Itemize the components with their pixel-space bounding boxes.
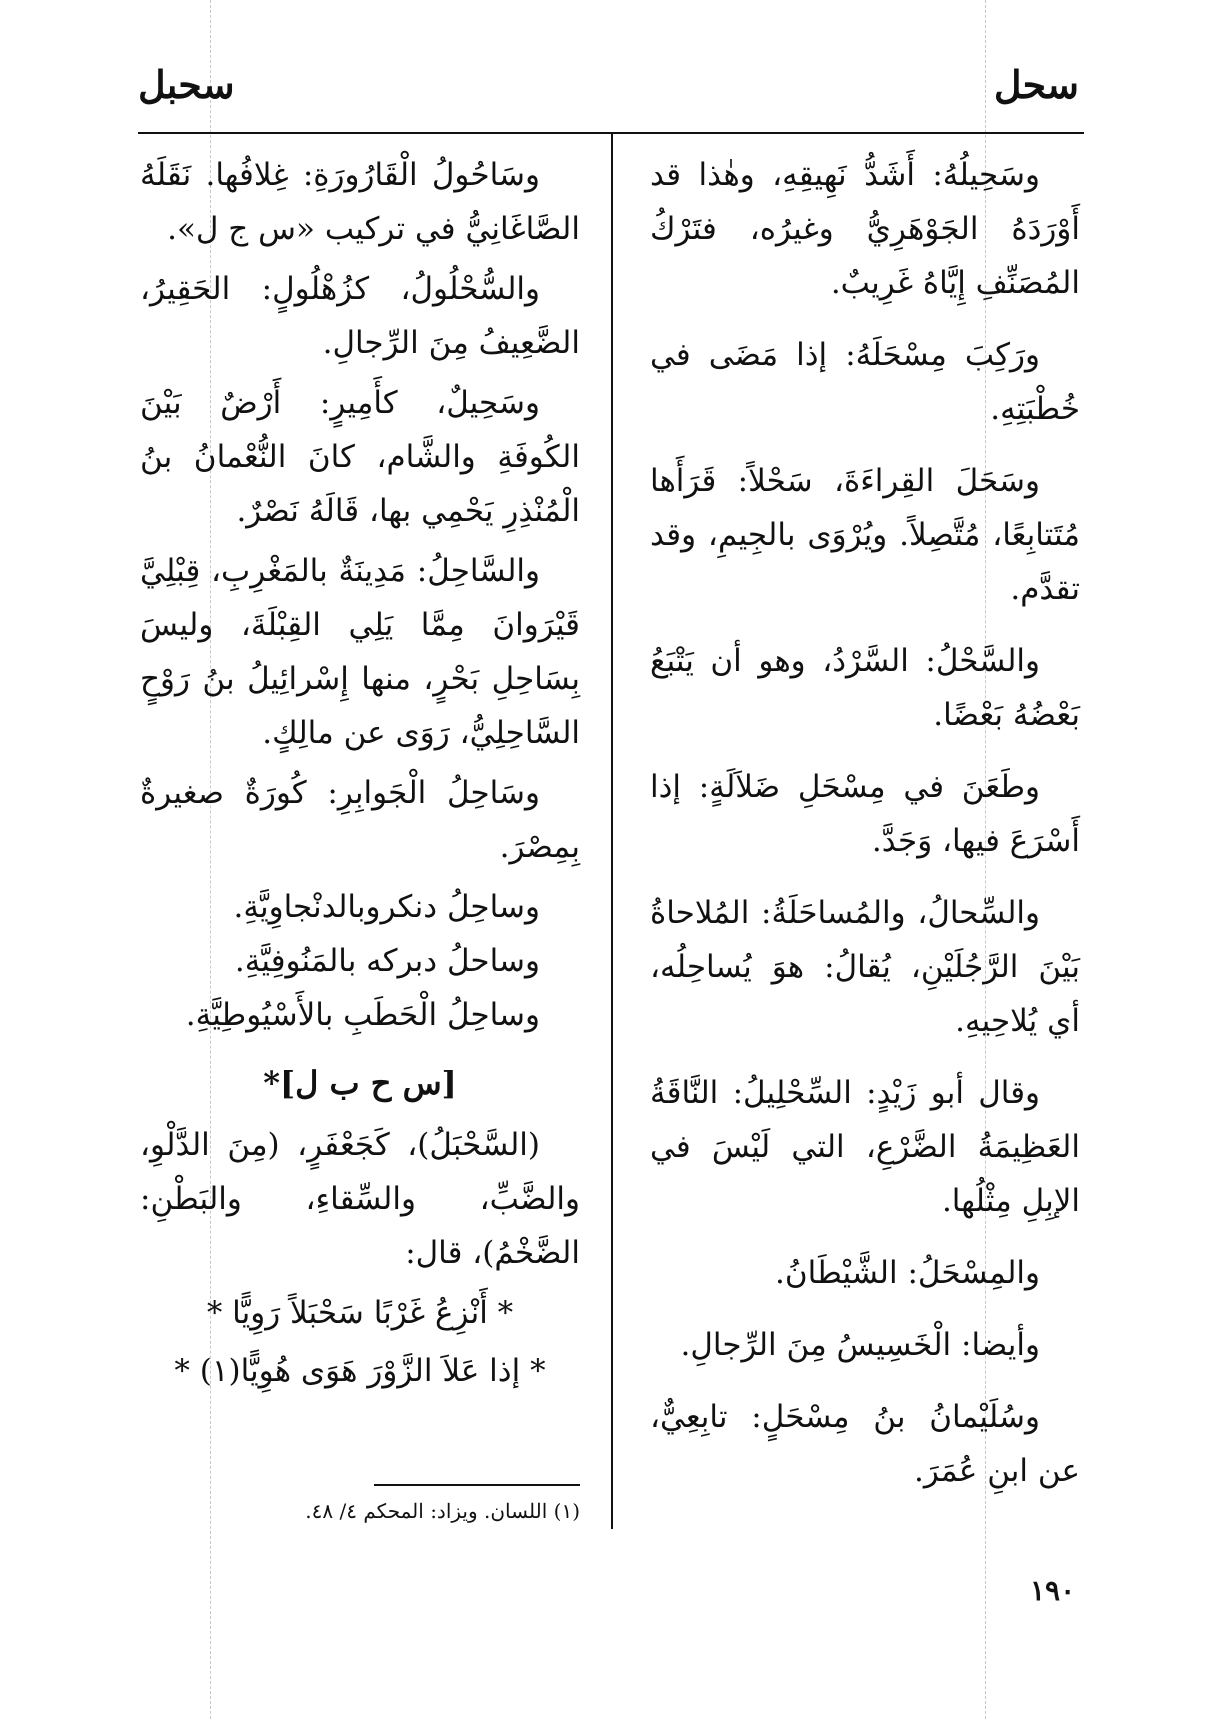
entry-paragraph: وسَاحِلُ الْجَوابِرِ: كُورَةٌ صغيرةٌ بِمِصْرَ. [140, 775, 580, 865]
entry-paragraph: والسُّحْلُولُ، كزُهْلُولٍ: الحَقِيرُ، الضَّعِيفُ مِنَ الرِّجالِ. [140, 271, 580, 361]
verse-line: * أَنْزِعُ غَرْبًا سَحْبَلاً رَوِيًّا * [206, 1295, 514, 1331]
sub-item: وساحِلُ الْحَطَبِ بالأَسْيُوطِيَّةِ. [185, 997, 540, 1033]
entry-paragraph: وسَحَلَ القِراءَةَ، سَحْلاً: قَرَأَها مُتَتابِعًا، مُتَّصِلاً. ويُرْوَى بالجِيمِ، وقد تقدَّم. [650, 463, 1080, 607]
page-number: ١٩٠ [1030, 1574, 1076, 1607]
header-root-right: سحل [993, 62, 1079, 107]
footnote-rule [374, 1484, 580, 1486]
sub-item: وساحلُ دبركه بالمَنُوفِيَّةِ. [234, 943, 540, 979]
entry-paragraph: والمِسْحَلُ: الشَّيْطَانُ. [775, 1255, 1040, 1291]
entry-paragraph: وسَاحُولُ الْقَارُورَةِ: غِلافُها. نَقَلَهُ الصَّاغَانِيُّ في تركيب «س ج ل». [140, 157, 580, 247]
entry-paragraph: ورَكِبَ مِسْحَلَهُ: إذا مَضَى في خُطْبَتِهِ. [650, 337, 1080, 427]
verse-line: * إذا عَلاَ الزَّوْرَ هَوَى هُوِيًّا(١) * [174, 1353, 546, 1389]
entry-paragraph: والسِّحالُ، والمُساحَلَةُ: المُلاحاةُ بَيْنَ الرَّجُلَيْنِ، يُقالُ: هوَ يُساحِلُه، أي يُلاحِيهِ. [650, 895, 1080, 1039]
header-root-left: سحبل [138, 62, 235, 107]
entry-paragraph: والسَّاحِلُ: مَدِينَةٌ بالمَغْرِبِ، قِبْلِيَّ قَيْرَوانَ مِمَّا يَلِي القِبْلَةَ، وليسَ بِسَاحِلِ بَحْرٍ، منها إِسْرائِيلُ بنُ رَوْحٍ السَّاحِلِيُّ، رَوَى عن مالِكٍ. [140, 553, 580, 751]
entry-paragraph: وسَحِيلٌ، كأَمِيرٍ: أَرْضٌ بَيْنَ الكُوفَةِ والشَّام، كانَ النُّعْمانُ بنُ الْمُنْذِرِ يَحْمِي بها، قَالَهُ نَصْرٌ. [140, 385, 580, 529]
footnote: (١) اللسان. ويزاد: المحكم ٤/ ٤٨. [305, 1499, 580, 1523]
sub-item: وساحِلُ دنكروبالدنْجاوِيَّةِ. [233, 889, 540, 925]
entry-heading: [س ح ب ل]* [263, 1064, 457, 1102]
entry-paragraph: وأيضا: الْخَسِيسُ مِنَ الرِّجالِ. [680, 1327, 1040, 1363]
column-divider [611, 134, 613, 1529]
right-column [650, 148, 1080, 1516]
entry-paragraph: وسَحِيلُهُ: أَشَدُّ نَهِيقِهِ، وهٰذا قد أَوْرَدَهُ الجَوْهَرِيُّ وغيرُه، فتَرْكُ المُصَنِّفِ إِيَّاهُ غَرِيبٌ. [650, 157, 1080, 301]
entry-paragraph: وقال أبو زَيْدٍ: السِّحْلِيلُ: النَّاقَةُ العَظِيمَةُ الضَّرْعِ، التي لَيْسَ في الإبِلِ مِثْلُها. [650, 1075, 1080, 1219]
entry-paragraph: وسُلَيْمانُ بنُ مِسْحَلٍ: تابِعِيٌّ، عن ابنِ عُمَرَ. [650, 1399, 1080, 1489]
entry-paragraph: والسَّحْلُ: السَّرْدُ، وهو أن يَتْبَعُ بَعْضُهُ بَعْضًا. [650, 643, 1080, 733]
entry-paragraph: (السَّحْبَلُ)، كَجَعْفَرٍ، (مِنَ الدَّلْوِ، والضَّبِّ، والسِّقاءِ، والبَطْنِ: الضَّخْمُ)، قال: [140, 1127, 580, 1271]
left-column [140, 148, 580, 1402]
entry-paragraph: وطَعَنَ في مِسْحَلِ ضَلاَلَةٍ: إذا أَسْرَعَ فيها، وَجَدَّ. [650, 769, 1080, 859]
